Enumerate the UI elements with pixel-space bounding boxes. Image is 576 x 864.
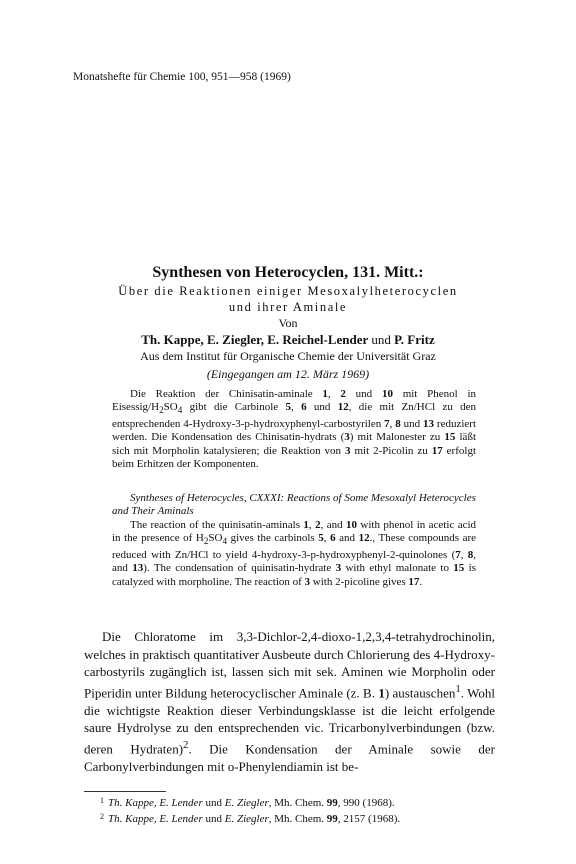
text-run: Th. Kappe, E. Lender [108, 813, 203, 825]
abstract-german [112, 388, 476, 472]
text-run: und [400, 418, 424, 430]
article-subtitle-line-1: Über die Reaktionen einiger Mesoxalylheterocyclen [118, 284, 458, 298]
text-run: , Mh. Chem. [268, 813, 327, 825]
text-run: 2 [159, 405, 164, 416]
text-run: 7 [384, 418, 390, 430]
text-run: 10 [346, 519, 357, 531]
text-run: 4 [177, 405, 183, 416]
running-head: Monatshefte für Chemie 100, 951—958 (1969) [73, 71, 291, 83]
text-run: 8 [395, 418, 401, 430]
text-run: with 2-picoline gives [310, 575, 409, 588]
text-run: . Wohl die wichtigste Reaktion dieser Verbindungsklasse ist die leicht erfolgende saure Hydrolyse zu den entsprechenden vic. Tricarbonylverbindungen (bzw. deren Hydraten) [84, 685, 496, 757]
footnotes [100, 794, 400, 826]
text-run: is catalyzed with morpholine. The reaction of [112, 562, 476, 588]
text-run: gives the carbinols [227, 532, 319, 545]
text-run: E. Ziegler [224, 797, 269, 809]
text-run: ) mit Malonester zu [349, 431, 445, 444]
text-run: reduziert werden. Die Kondensation des Chinisatin-hydrats ( [112, 418, 476, 444]
text-run: erfolgt beim Erhitzen der Komponenten. [112, 444, 476, 471]
text-run: , [290, 401, 302, 414]
text-run: 1 [322, 388, 328, 400]
text-run: E. Ziegler [224, 813, 269, 825]
text-run: , 2157 (1968). [337, 813, 401, 825]
footnote-2 [100, 810, 400, 826]
text-run: , die mit Zn/HCl zu den entsprechenden 4-Hydroxy-3-p-hydroxyphenyl-carbostyrilen [112, 401, 477, 430]
text-run: , and [112, 549, 477, 575]
text-run: 2 [315, 519, 321, 531]
byline-von: Von [278, 316, 298, 330]
text-run: ). The condensation of quinisatin-hydrate [143, 562, 336, 575]
text-run: Th. Kappe, E. Lender [108, 797, 203, 809]
text-run: 7 [455, 549, 461, 561]
text-run: , [389, 418, 396, 430]
abstract-english [112, 519, 476, 589]
text-run: 10 [381, 388, 393, 400]
text-run: , and [320, 519, 346, 531]
text-run: ) austauschen [384, 685, 456, 701]
text-run: 17 [408, 575, 420, 588]
text-run: 4 [222, 536, 228, 547]
text-run: gibt die Carbinole [182, 401, 286, 414]
footnote-divider [84, 791, 166, 792]
text-run: Die Reaktion der Chinisatin-aminale [130, 388, 323, 400]
text-run: 8 [467, 549, 474, 561]
text-run: und [202, 797, 225, 809]
text-run: 12 [337, 401, 349, 414]
text-run: Die Chloratome im 3,3-Dichlor-2,4-dioxo-1,2,3,4-tetrahydrochinolin, welches in praktisch quantitativer Ausbeute durch Chlorierung des 4-Hydroxy-carbostyrils zugänglich ist, lassen sich mit sek. Aminen wie Morpholin oder Piperidin unter Bildung heterocyclischer Aminale (z. B. [84, 629, 495, 701]
text-run: The reaction of the quinisatin-aminals [130, 519, 304, 531]
text-run: und [202, 813, 225, 825]
text-run: 15 [444, 431, 456, 444]
author-conjunction: und [371, 332, 391, 347]
text-run: 1 [303, 519, 309, 531]
author-last: P. Fritz [394, 332, 435, 347]
author-names: Th. Kappe, E. Ziegler, E. Reichel-Lender [141, 332, 369, 347]
text-run: , [460, 549, 468, 561]
text-run: 15 [453, 562, 465, 575]
text-run: 5 [318, 532, 324, 545]
text-run: 6 [330, 532, 336, 545]
author-list [0, 332, 576, 348]
text-run: 13 [132, 562, 144, 575]
text-run: 3 [335, 562, 342, 575]
article-subtitle-line-2: und ihrer Aminale [228, 300, 348, 314]
footnote-1 [100, 794, 400, 810]
text-run: and [335, 532, 359, 545]
text-run: mit Phenol in Eisessig/H [112, 388, 477, 414]
text-run: , Mh. Chem. [268, 797, 327, 809]
text-run: 99 [326, 813, 338, 825]
footnote-ref: 2 [183, 738, 189, 751]
text-run: 3 [345, 444, 351, 457]
text-run: 3 [304, 575, 311, 588]
article-title: Synthesen von Heterocyclen, 131. Mitt.: [152, 264, 424, 281]
footnote-ref: 1 [455, 682, 461, 695]
text-run: läßt sich mit Morpholin katalysieren; die Reaktion von [112, 431, 476, 457]
text-run: 1 [378, 685, 385, 701]
received-date: (Eingegangen am 12. März 1969) [206, 367, 370, 381]
text-run: 12 [358, 532, 370, 545]
text-run: 3 [344, 431, 350, 444]
text-run: 17 [431, 444, 443, 457]
text-run: 13 [423, 418, 435, 430]
body-paragraph [84, 628, 495, 775]
text-run: , 990 (1968). [337, 797, 395, 809]
text-run: 5 [285, 401, 291, 414]
text-run: , [323, 532, 331, 545]
text-run: with phenol in acetic acid in the presence of H [112, 519, 477, 545]
text-run: , [308, 519, 316, 531]
text-run: SO [208, 532, 223, 545]
text-run: . [419, 575, 423, 588]
text-run: 2 [203, 536, 209, 547]
footnote-number: 2 [100, 812, 104, 821]
text-run: with ethyl malonate to [341, 562, 454, 575]
affiliation: Aus dem Institut für Organische Chemie der Universität Graz [140, 349, 436, 363]
text-run: SO [163, 401, 178, 414]
english-title: Syntheses of Heterocycles, CXXXI: Reactions of Some Mesoxalyl Heterocycles and Their Aminals [112, 492, 476, 518]
text-run: . Die Kondensation der Aminale sowie der Carbonylverbindungen mit o-Phenylendiamin ist be- [84, 741, 495, 774]
text-run: 6 [301, 401, 307, 414]
text-run: und [306, 401, 338, 414]
text-run: 99 [326, 797, 338, 809]
text-run: , [327, 388, 341, 400]
text-run: mit 2-Picolin zu [350, 444, 432, 457]
text-run: und [345, 388, 382, 400]
footnote-number: 1 [100, 796, 104, 805]
text-run: 2 [340, 388, 346, 400]
text-run: ., These compounds are reduced with Zn/HCl to yield 4-hydroxy-3-p-hydroxyphenyl-2-quinolones ( [112, 532, 477, 561]
